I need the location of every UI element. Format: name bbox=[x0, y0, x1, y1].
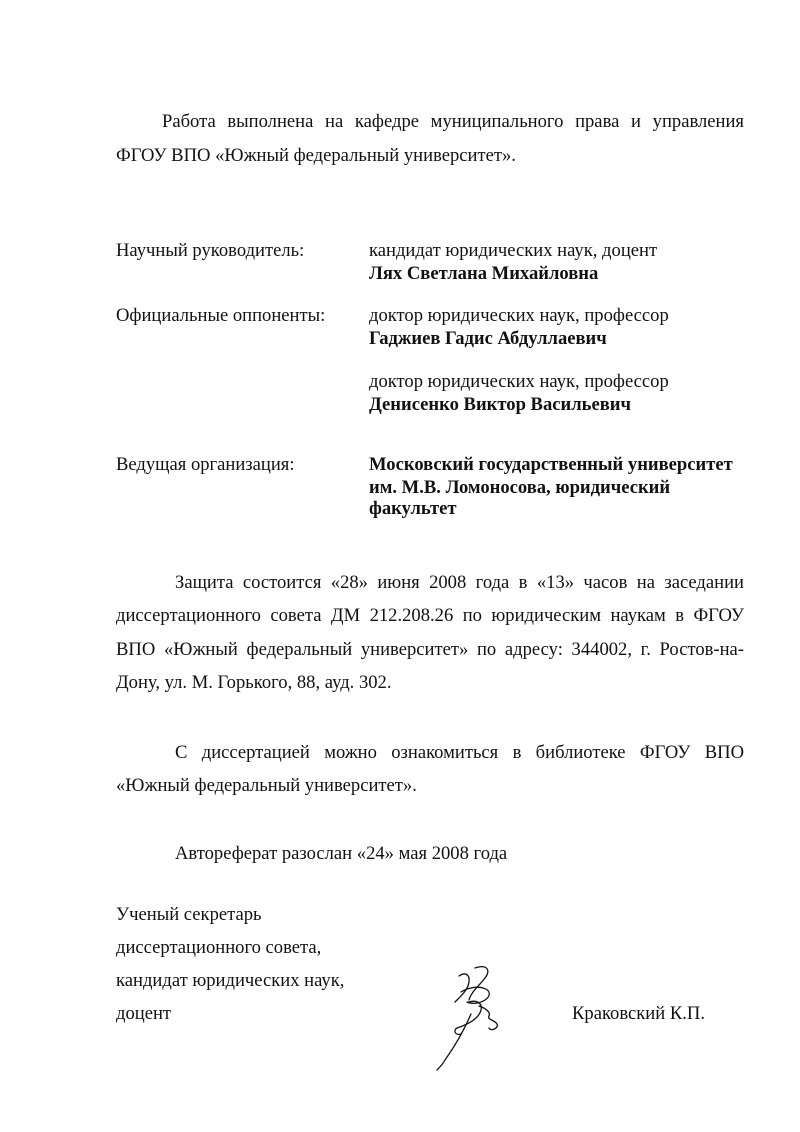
signature-stroke-4 bbox=[455, 1001, 481, 1034]
leading-org-line-2: им. М.В. Ломоносова, юридический bbox=[369, 477, 671, 498]
secretary-line-4: доцент bbox=[116, 1003, 172, 1024]
intro-line-1: Работа выполнена на кафедре муниципального права и управления bbox=[162, 111, 744, 132]
secretary-line-2: диссертационного совета, bbox=[116, 937, 322, 958]
secretary-name: Краковский К.П. bbox=[572, 1003, 705, 1024]
leading-org-label: Ведущая организация: bbox=[116, 454, 295, 475]
defense-line-3: ВПО «Южный федеральный университет» по адресу: 344002, г. Ростов-на- bbox=[116, 639, 744, 660]
library-line-1: С диссертацией можно ознакомиться в библиотеке ФГОУ ВПО bbox=[175, 742, 744, 763]
opponent-1-degree: доктор юридических наук, профессор bbox=[369, 305, 669, 326]
library-line-2: «Южный федеральный университет». bbox=[116, 775, 417, 796]
secretary-line-1: Ученый секретарь bbox=[116, 904, 262, 925]
supervisor-name: Лях Светлана Михайловна bbox=[369, 263, 599, 284]
leading-org-line-3: факультет bbox=[369, 498, 457, 519]
opponent-2-degree: доктор юридических наук, профессор bbox=[369, 371, 669, 392]
opponents-label: Официальные оппоненты: bbox=[116, 305, 326, 326]
leading-org-line-1: Московский государственный университет bbox=[369, 454, 733, 475]
opponent-1-name: Гаджиев Гадис Абдуллаевич bbox=[369, 328, 607, 349]
supervisor-label: Научный руководитель: bbox=[116, 240, 305, 261]
defense-line-2: диссертационного совета ДМ 212.208.26 по юридическим наукам в ФГОУ bbox=[116, 605, 744, 626]
signature-stroke-2 bbox=[469, 967, 488, 1000]
secretary-line-3: кандидат юридических наук, bbox=[116, 970, 345, 991]
signature-image bbox=[425, 962, 535, 1072]
signature-stroke-6 bbox=[437, 1014, 471, 1070]
intro-line-2: ФГОУ ВПО «Южный федеральный университет». bbox=[116, 145, 516, 166]
defense-line-4: Дону, ул. М. Горького, 88, ауд. 302. bbox=[116, 672, 392, 693]
supervisor-degree: кандидат юридических наук, доцент bbox=[369, 240, 658, 261]
opponent-2-name: Денисенко Виктор Васильевич bbox=[369, 394, 631, 415]
mailing-line: Автореферат разослан «24» мая 2008 года bbox=[175, 843, 508, 864]
defense-line-1: Защита состоится «28» июня 2008 года в «13» часов на заседании bbox=[175, 572, 744, 593]
signature-stroke-1 bbox=[455, 974, 469, 1002]
